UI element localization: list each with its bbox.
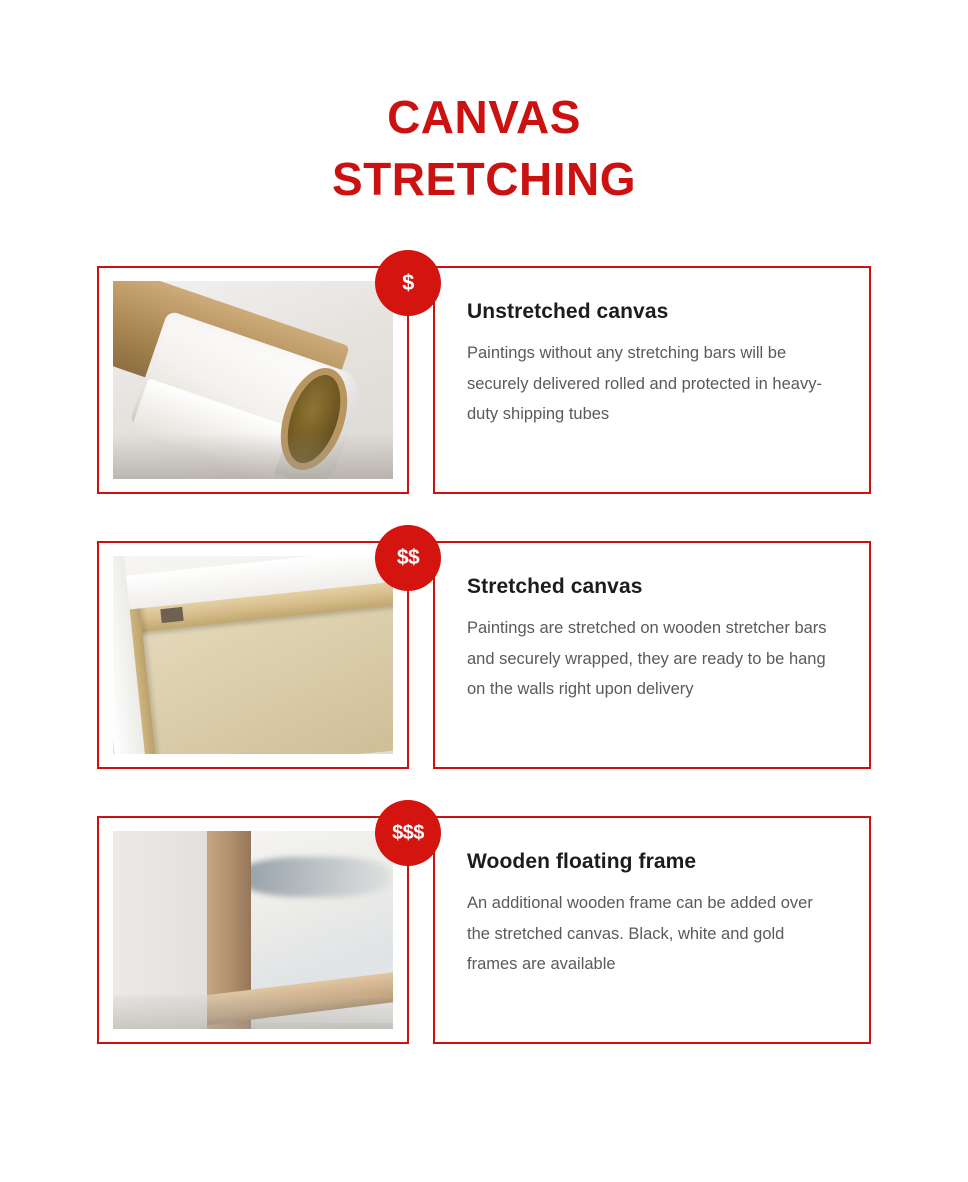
photo-shadow bbox=[113, 433, 393, 479]
price-badge bbox=[375, 800, 441, 866]
price-badge-label: $$ bbox=[396, 546, 420, 570]
option-description: Paintings are stretched on wooden stretcher bars and securely wrapped, they are ready to be hang on the walls right upon delivery bbox=[467, 619, 827, 698]
list-item bbox=[97, 266, 871, 494]
corner-wedge-shape bbox=[160, 607, 183, 623]
price-badge-label: $ bbox=[402, 270, 414, 296]
options-list bbox=[0, 266, 968, 1044]
option-image-card bbox=[97, 541, 420, 769]
stretcher-bars-canvas-back-photo bbox=[113, 556, 393, 754]
rolled-canvas-in-shipping-tube-photo bbox=[113, 281, 393, 479]
option-heading: Unstretched canvas bbox=[467, 300, 669, 324]
option-image-card bbox=[97, 266, 414, 494]
option-image-card bbox=[97, 816, 424, 1044]
option-text-card bbox=[433, 266, 871, 494]
option-text-card bbox=[433, 816, 871, 1044]
option-heading: Stretched canvas bbox=[467, 575, 643, 599]
option-heading: Wooden floating frame bbox=[467, 850, 697, 874]
list-item bbox=[97, 816, 871, 1044]
option-text-card bbox=[433, 541, 871, 769]
wooden-floating-frame-edge-photo bbox=[113, 831, 393, 1029]
list-item bbox=[97, 541, 871, 769]
price-badge bbox=[375, 250, 441, 316]
price-badge bbox=[375, 525, 441, 591]
page-title-line-2: STRETCHING bbox=[332, 153, 636, 206]
page-title bbox=[0, 0, 968, 210]
option-description: Paintings without any stretching bars will be securely delivered rolled and protected in heavy-duty shipping tubes bbox=[467, 344, 822, 423]
option-description: An additional wooden frame can be added over the stretched canvas. Black, white and gold frames are available bbox=[467, 894, 813, 973]
photo-shadow bbox=[113, 995, 393, 1029]
page-title-line-1: CANVAS bbox=[387, 91, 581, 143]
price-badge-label: $$$ bbox=[392, 821, 424, 844]
